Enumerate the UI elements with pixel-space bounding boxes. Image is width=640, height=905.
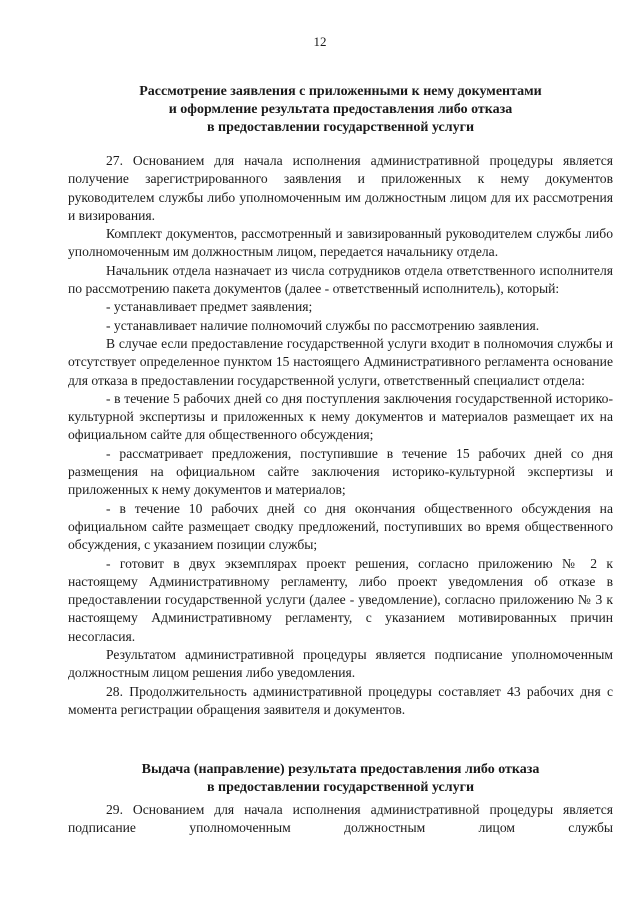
list-item: - готовит в двух экземплярах проект решения, согласно приложению № 2 к настоящему Административному регламенту, либо проект уведомления об отказе в предоставлении государственной услуги (далее - уведомление), согласно приложению № 3 к настоящему Административному регламенту, с указанием мотивированных причин несогласия.	[68, 555, 613, 644]
heading-line: в предоставлении государственной услуги	[206, 120, 475, 135]
list-item: - в течение 10 рабочих дней со дня окончания общественного обсуждения на официальном сайте размещает сводку предложений, поступивших во время общественного обсуждения, с указанием позиции службы;	[68, 500, 613, 553]
section-body-issuance	[68, 801, 613, 838]
paragraph-29: 29. Основанием для начала исполнения административной процедуры является подписание уполномоченным должностным лицом службы	[68, 802, 613, 836]
section-body-review	[68, 152, 613, 719]
section-heading-review	[68, 83, 613, 137]
list-item: - рассматривает предложения, поступившие в течение 15 рабочих дней со дня размещения на официальном сайте заключения историко-культурной экспертизы и приложенных к нему документов и материалов;	[68, 445, 613, 498]
heading-line: в предоставлении государственной услуги	[206, 780, 475, 795]
heading-line: Рассмотрение заявления с приложенными к нему документами	[139, 84, 542, 99]
list-item: - устанавливает наличие полномочий службы по рассмотрению заявления.	[106, 317, 540, 333]
list-item: - устанавливает предмет заявления;	[106, 299, 313, 315]
heading-line: и оформление результата предоставления либо отказа	[168, 102, 513, 117]
paragraph: Комплект документов, рассмотренный и завизированный руководителем службы либо уполномоченным им должностным лицом, передается начальнику отдела.	[68, 226, 613, 260]
paragraph-27: 27. Основанием для начала исполнения административной процедуры является получение зарегистрированного заявления и приложенных к нему документов руководителем службы либо уполномоченным им должностным лицом для их рассмотрения и визирования.	[68, 153, 613, 223]
paragraph-28: 28. Продолжительность административной процедуры составляет 43 рабочих дня с момента регистрации обращения заявителя и документов.	[68, 683, 613, 717]
section-heading-issuance	[68, 761, 613, 797]
list-item: - в течение 5 рабочих дней со дня поступления заключения государственной историко-культурной экспертизы и приложенных к нему документов и материалов размещает их на официальном сайте для общественного обсуждения;	[68, 390, 613, 443]
heading-line: Выдача (направление) результата предоставления либо отказа	[141, 762, 540, 777]
paragraph: Начальник отдела назначает из числа сотрудников отдела ответственного исполнителя по рассмотрению пакета документов (далее - ответственный исполнитель), который:	[68, 262, 613, 297]
paragraph: В случае если предоставление государственной услуги входит в полномочия службы и отсутствует определенное пунктом 15 настоящего Административного регламента основание для отказа в предоставлении государственной услуги, ответственный специалист отдела:	[68, 335, 613, 388]
paragraph: Результатом административной процедуры является подписание уполномоченным должностным лицом решения либо уведомления.	[68, 647, 613, 681]
page-number: 12	[313, 34, 327, 49]
